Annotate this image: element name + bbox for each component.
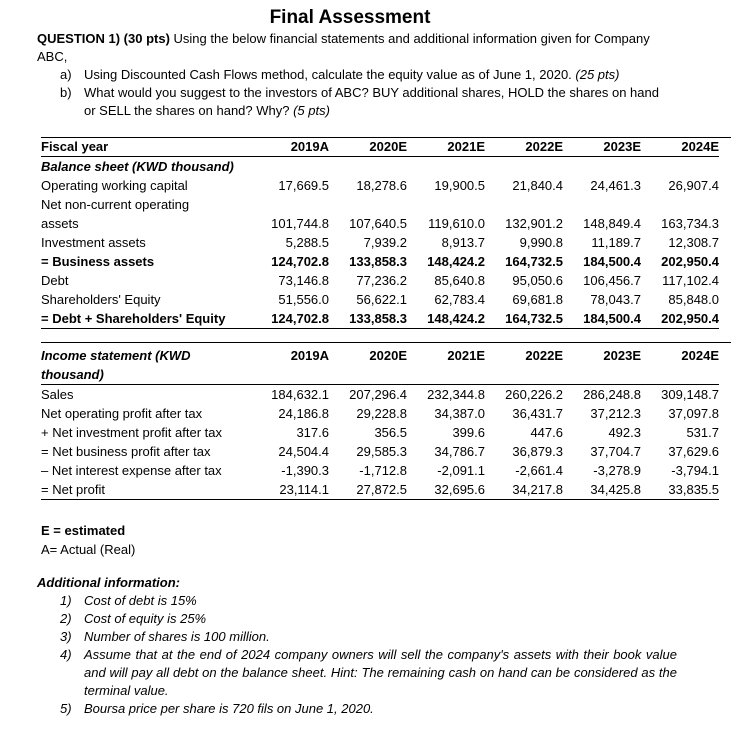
year-header: 2019A bbox=[290, 348, 329, 363]
cell: 33,835.5 bbox=[641, 480, 719, 500]
cell: 202,950.4 bbox=[661, 254, 719, 269]
list-item bbox=[37, 700, 677, 718]
cell: 77,236.2 bbox=[356, 273, 407, 288]
row-label: Sales bbox=[41, 387, 74, 402]
cell: 37,629.6 bbox=[668, 444, 719, 459]
question-label: QUESTION 1) (30 pts) bbox=[37, 31, 170, 46]
income-title-row-2 bbox=[41, 365, 719, 385]
row-label: Operating working capital bbox=[41, 178, 188, 193]
cell: 27,872.5 bbox=[329, 480, 407, 500]
cell: 107,640.5 bbox=[349, 216, 407, 231]
cell: 29,228.8 bbox=[356, 406, 407, 421]
table-row bbox=[41, 271, 719, 290]
row-label: Net non-current operating bbox=[41, 197, 190, 212]
item-number: 1) bbox=[60, 593, 72, 608]
table-row bbox=[41, 385, 719, 405]
cell: -1,712.8 bbox=[359, 463, 407, 478]
cell: 26,907.4 bbox=[668, 178, 719, 193]
cell: 34,387.0 bbox=[434, 406, 485, 421]
row-label: = Debt + Shareholders' Equity bbox=[41, 309, 251, 329]
year-header: 2020E bbox=[369, 348, 407, 363]
cell: 37,212.3 bbox=[590, 406, 641, 421]
cell: 286,248.8 bbox=[583, 387, 641, 402]
cell: 106,456.7 bbox=[583, 273, 641, 288]
income-header-row bbox=[41, 346, 719, 365]
item-text: Cost of equity is 25% bbox=[84, 611, 207, 626]
cell: 148,424.2 bbox=[427, 254, 485, 269]
table-row bbox=[41, 214, 719, 233]
item-number: 5) bbox=[60, 701, 72, 716]
cell: 447.6 bbox=[530, 425, 563, 440]
cell: 164,732.5 bbox=[485, 309, 563, 329]
balance-sheet-title: Balance sheet (KWD thousand) bbox=[41, 159, 234, 174]
cell: 164,732.5 bbox=[505, 254, 563, 269]
item-text: Assume that at the end of 2024 company owners will sell the company's assets with their book value and will pay all debt on the balance sheet. Hint: The remaining cash on hand can be considered as the terminal value. bbox=[84, 647, 677, 698]
balance-sheet-table bbox=[41, 137, 719, 329]
cell: 5,288.5 bbox=[285, 235, 329, 250]
income-title-line-2: thousand) bbox=[41, 365, 251, 385]
cell: 207,296.4 bbox=[349, 387, 407, 402]
question-part-b bbox=[60, 84, 680, 120]
cell: 17,669.5 bbox=[278, 178, 329, 193]
part-b-text: What would you suggest to the investors of ABC? BUY additional shares, HOLD the shares on hand or SELL the shares on hand? Why? bbox=[84, 85, 659, 118]
row-label: Shareholders' Equity bbox=[41, 292, 161, 307]
additional-list bbox=[37, 592, 677, 718]
cell: 12,308.7 bbox=[668, 235, 719, 250]
year-header: 2019A bbox=[251, 137, 329, 157]
cell: 399.6 bbox=[452, 425, 485, 440]
cell: 34,425.8 bbox=[563, 480, 641, 500]
item-text: Boursa price per share is 720 fils on June 1, 2020. bbox=[84, 701, 374, 716]
additional-heading: Additional information: bbox=[37, 575, 180, 590]
item-number: 4) bbox=[60, 647, 72, 662]
cell: 531.7 bbox=[686, 425, 719, 440]
cell: 184,500.4 bbox=[563, 309, 641, 329]
cell: 29,585.3 bbox=[356, 444, 407, 459]
year-header: 2024E bbox=[641, 137, 719, 157]
cell: 148,424.2 bbox=[407, 309, 485, 329]
year-header: 2021E bbox=[447, 348, 485, 363]
balance-sheet-section-row bbox=[41, 157, 719, 177]
additional-information bbox=[37, 574, 677, 718]
cell: 8,913.7 bbox=[441, 235, 485, 250]
year-header: 2023E bbox=[603, 348, 641, 363]
cell: -2,661.4 bbox=[515, 463, 563, 478]
year-header: 2021E bbox=[407, 137, 485, 157]
cell: -1,390.3 bbox=[281, 463, 329, 478]
cell: 78,043.7 bbox=[590, 292, 641, 307]
cell: -2,091.1 bbox=[437, 463, 485, 478]
cell: 24,186.8 bbox=[278, 406, 329, 421]
income-top-rule bbox=[41, 342, 731, 343]
cell: 23,114.1 bbox=[251, 480, 329, 500]
cell: 202,950.4 bbox=[641, 309, 719, 329]
cell: 133,858.3 bbox=[349, 254, 407, 269]
table-row bbox=[41, 423, 719, 442]
year-header: 2022E bbox=[485, 137, 563, 157]
item-text: Cost of debt is 15% bbox=[84, 593, 197, 608]
cell: 73,146.8 bbox=[278, 273, 329, 288]
table-row-total bbox=[41, 252, 719, 271]
year-header: 2022E bbox=[525, 348, 563, 363]
table-row-total bbox=[41, 309, 719, 329]
table-row bbox=[41, 195, 719, 214]
cell: 24,461.3 bbox=[590, 178, 641, 193]
cell: 492.3 bbox=[608, 425, 641, 440]
cell: 37,097.8 bbox=[668, 406, 719, 421]
cell: 32,695.6 bbox=[407, 480, 485, 500]
cell: 7,939.2 bbox=[363, 235, 407, 250]
year-header: 2023E bbox=[563, 137, 641, 157]
part-a-text: Using Discounted Cash Flows method, calculate the equity value as of June 1, 2020. bbox=[84, 67, 572, 82]
cell: 95,050.6 bbox=[512, 273, 563, 288]
table-row bbox=[41, 176, 719, 195]
cell: 317.6 bbox=[296, 425, 329, 440]
cell: 356.5 bbox=[374, 425, 407, 440]
row-label: Debt bbox=[41, 273, 69, 288]
cell: 184,500.4 bbox=[583, 254, 641, 269]
cell: 24,504.4 bbox=[278, 444, 329, 459]
cell: 56,622.1 bbox=[356, 292, 407, 307]
row-label: = Business assets bbox=[41, 254, 155, 269]
table-row bbox=[41, 442, 719, 461]
cell: 163,734.3 bbox=[661, 216, 719, 231]
year-header: 2024E bbox=[681, 348, 719, 363]
cell: 21,840.4 bbox=[512, 178, 563, 193]
cell: 133,858.3 bbox=[329, 309, 407, 329]
cell: 148,849.4 bbox=[583, 216, 641, 231]
legend-actual: A= Actual (Real) bbox=[41, 542, 136, 557]
cell: -3,794.1 bbox=[671, 463, 719, 478]
list-item bbox=[37, 646, 677, 700]
table-row bbox=[41, 404, 719, 423]
item-number: 3) bbox=[60, 629, 72, 644]
cell: 9,990.8 bbox=[519, 235, 563, 250]
cell: 232,344.8 bbox=[427, 387, 485, 402]
part-b-points: (5 pts) bbox=[289, 103, 330, 118]
row-label: = Net business profit after tax bbox=[41, 444, 211, 459]
cell: 309,148.7 bbox=[661, 387, 719, 402]
income-statement-table bbox=[41, 346, 719, 500]
row-label: Net operating profit after tax bbox=[41, 406, 203, 421]
row-label: Investment assets bbox=[41, 235, 146, 250]
balance-sheet-header-row bbox=[41, 137, 719, 157]
part-a-label: a) bbox=[60, 67, 72, 82]
list-item bbox=[37, 592, 677, 610]
page-title: Final Assessment bbox=[269, 7, 431, 28]
cell: 37,704.7 bbox=[590, 444, 641, 459]
cell: 34,786.7 bbox=[434, 444, 485, 459]
cell: 124,702.8 bbox=[251, 309, 329, 329]
question-part-a bbox=[60, 66, 680, 84]
cell: 184,632.1 bbox=[271, 387, 329, 402]
cell: 34,217.8 bbox=[485, 480, 563, 500]
cell: 69,681.8 bbox=[512, 292, 563, 307]
table-row bbox=[41, 480, 719, 500]
cell: 101,744.8 bbox=[271, 216, 329, 231]
cell: 19,900.5 bbox=[434, 178, 485, 193]
part-b-label: b) bbox=[60, 85, 72, 100]
cell: -3,278.9 bbox=[593, 463, 641, 478]
legend-notes bbox=[41, 521, 135, 559]
cell: 85,848.0 bbox=[668, 292, 719, 307]
cell: 119,610.0 bbox=[428, 216, 485, 231]
row-label: = Net profit bbox=[41, 480, 251, 500]
list-item bbox=[37, 610, 677, 628]
list-item bbox=[37, 628, 677, 646]
part-a-points: (25 pts) bbox=[571, 67, 620, 82]
legend-estimated: E = estimated bbox=[41, 523, 126, 538]
row-label: + Net investment profit after tax bbox=[41, 425, 222, 440]
cell: 11,189.7 bbox=[591, 235, 641, 250]
item-text: Number of shares is 100 million. bbox=[84, 629, 270, 644]
income-title-line-1: Income statement (KWD bbox=[41, 348, 191, 363]
item-number: 2) bbox=[60, 611, 72, 626]
cell: 51,556.0 bbox=[278, 292, 329, 307]
row-label: assets bbox=[41, 216, 79, 231]
cell: 132,901.2 bbox=[505, 216, 563, 231]
cell: 18,278.6 bbox=[356, 178, 407, 193]
fiscal-year-header: Fiscal year bbox=[41, 137, 251, 157]
table-row bbox=[41, 233, 719, 252]
table-row bbox=[41, 461, 719, 480]
cell: 62,783.4 bbox=[434, 292, 485, 307]
cell: 117,102.4 bbox=[662, 273, 719, 288]
question-intro bbox=[37, 30, 677, 66]
table-row bbox=[41, 290, 719, 309]
cell: 36,879.3 bbox=[512, 444, 563, 459]
cell: 124,702.8 bbox=[271, 254, 329, 269]
question-text: Using the below financial statements and additional information given for Company ABC, bbox=[37, 31, 650, 64]
cell: 36,431.7 bbox=[512, 406, 563, 421]
cell: 85,640.8 bbox=[434, 273, 485, 288]
row-label: – Net interest expense after tax bbox=[41, 463, 222, 478]
cell: 260,226.2 bbox=[505, 387, 563, 402]
year-header: 2020E bbox=[329, 137, 407, 157]
